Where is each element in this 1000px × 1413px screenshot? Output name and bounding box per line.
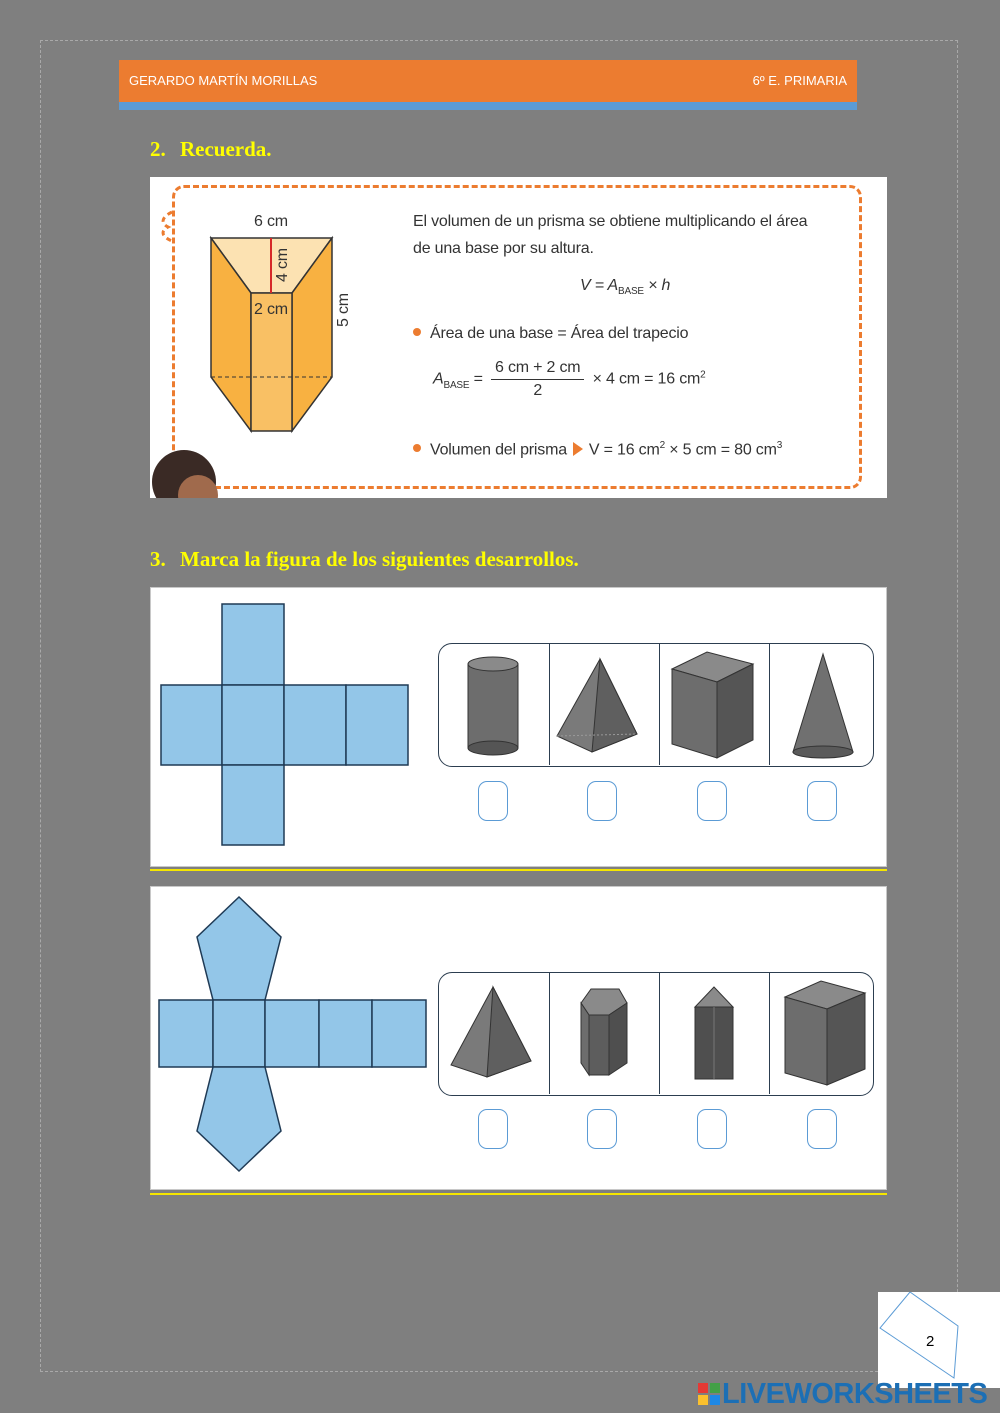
section-3-title — [150, 547, 579, 572]
cube-icon — [769, 973, 879, 1094]
area-fraction: $\frac{6 cm + 2 cm}{2}$ — [491, 357, 584, 402]
separator-line-1 — [150, 869, 887, 871]
page-number-frame — [878, 1292, 1000, 1388]
area-formula: $A_{BASE}$ = $\frac{6 cm + 2 cm}{2}$ × 4 cm = 16 $cm^2$ — [433, 357, 706, 402]
checkbox-square-pyramid[interactable] — [587, 781, 617, 821]
figure-height-label: 4 cm — [274, 248, 291, 282]
bullet-icon — [413, 444, 421, 452]
separator-line-2 — [150, 1193, 887, 1195]
option-cylinder — [439, 644, 550, 765]
volume-formula: $V = A_{BASE} \times h$ — [580, 277, 671, 298]
brand-logo: LIVEWORKSHEETS — [698, 1378, 987, 1411]
figure-side-label: 5 cm — [335, 293, 352, 327]
section-3-heading: Marca la figura de los siguientes desarrollos. — [180, 547, 579, 571]
triangular-prism-icon — [659, 973, 769, 1094]
volume-intro-line1: El volumen de un prisma se obtiene multiplicando el área — [413, 213, 808, 230]
square-pyramid-icon — [439, 973, 549, 1094]
header-author: GERARDO MARTÍN MORILLAS — [129, 73, 318, 88]
checkbox-cube-2[interactable] — [807, 1109, 837, 1149]
cone-icon — [769, 644, 879, 765]
figure-top-label: 6 cm — [254, 213, 288, 230]
pentagonal-prism-net — [151, 887, 436, 1187]
checkbox-cylinder[interactable] — [478, 781, 508, 821]
prism-volume-bullet: Volumen del prisma V = 16 $cm^2 \times 5$ cm = 80 $cm^3$ — [413, 440, 782, 459]
square-pyramid-icon — [549, 644, 659, 765]
section-3-number: 3. — [150, 547, 166, 571]
recuerda-panel — [150, 177, 887, 498]
options-strip-1 — [438, 643, 874, 767]
cube-icon — [659, 644, 769, 765]
checkbox-pentagonal-prism[interactable] — [587, 1109, 617, 1149]
base-area-bullet: Área de una base = Área del trapecio — [413, 325, 688, 343]
section-2-number: 2. — [150, 137, 166, 161]
option-square-pyramid — [549, 644, 660, 765]
checkbox-square-pyramid-2[interactable] — [478, 1109, 508, 1149]
page-header — [119, 60, 857, 102]
figure-bottom-label: 2 cm — [254, 301, 288, 318]
option-square-pyramid-2 — [439, 973, 550, 1094]
checkbox-cube[interactable] — [697, 781, 727, 821]
checkbox-triangular-prism[interactable] — [697, 1109, 727, 1149]
bullet-icon — [413, 328, 421, 336]
exercise-1-panel — [150, 587, 887, 867]
options-strip-2 — [438, 972, 874, 1096]
liveworksheets-logo-icon — [698, 1383, 720, 1405]
section-2-heading: Recuerda. — [180, 137, 272, 161]
checkbox-cone[interactable] — [807, 781, 837, 821]
pentagonal-prism-icon — [549, 973, 659, 1094]
header-stripe — [119, 102, 857, 110]
exercise-2-panel — [150, 886, 887, 1190]
option-cube — [659, 644, 770, 765]
volume-intro-line2: de una base por su altura. — [413, 240, 594, 257]
option-triangular-prism — [659, 973, 770, 1094]
arrow-right-icon — [573, 442, 583, 456]
section-2-title — [150, 137, 272, 162]
option-cube-2 — [769, 973, 879, 1094]
cube-net — [151, 588, 431, 866]
option-pentagonal-prism — [549, 973, 660, 1094]
header-grade: 6º E. PRIMARIA — [752, 73, 847, 88]
page-number: 2 — [926, 1333, 935, 1350]
page-number-box — [878, 1292, 1000, 1388]
cylinder-icon — [439, 644, 549, 765]
option-cone — [769, 644, 879, 765]
